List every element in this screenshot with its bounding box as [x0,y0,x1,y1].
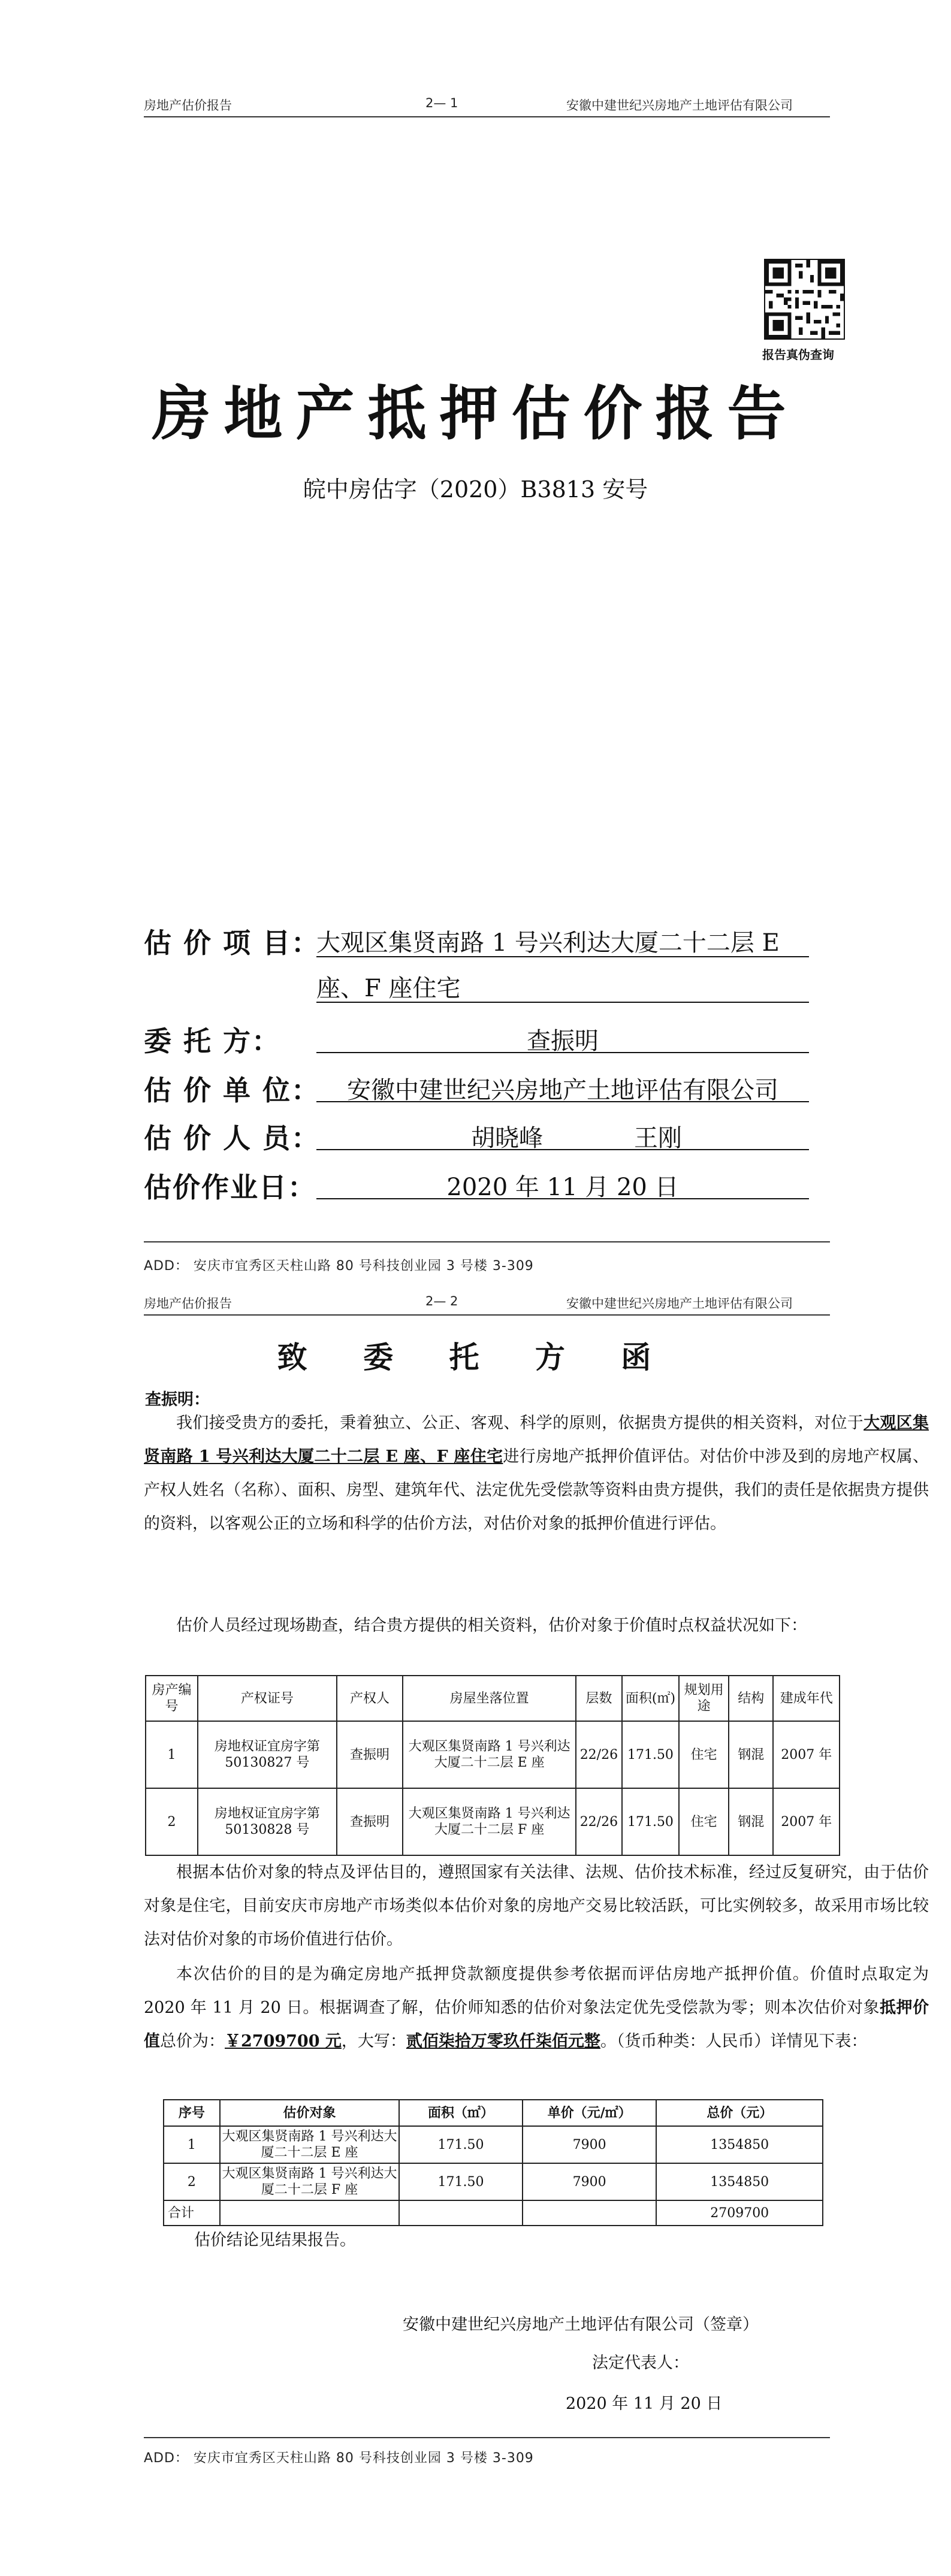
table-cell: 住宅 [679,1788,729,1855]
table-cell: 大观区集贤南路 1 号兴利达大厦二十二层 F 座 [220,2163,399,2200]
header-page-number: 2— 2 [425,1294,458,1308]
letter-title: 致 委 托 方 函 [277,1340,674,1375]
footer-rule [144,1241,830,1242]
table-cell: 1 [164,2126,220,2163]
header-page-number: 2— 1 [425,96,458,110]
paragraph-1 [144,1407,929,1541]
table-cell: 2 [164,2163,220,2200]
paragraph-4-part-a: 本次估价的目的是为确定房地产抵押贷款额度提供参考依据而评估房地产抵押价值。价值时点取定为 2020 年 11 月 20 日。根据调查了解，估价师知悉的估价对象法定优先受偿款为零；则本次估价对象 [144,1965,929,2017]
table-cell: 1354850 [656,2163,823,2200]
table-cell: 171.50 [399,2126,523,2163]
table-header: 房产编号 [146,1676,198,1721]
table-cell: 房地权证宜房字第 50130827 号 [198,1721,337,1788]
table-header: 层数 [576,1676,621,1721]
table-header: 房屋坐落位置 [403,1676,576,1721]
report-title: 房地产抵押估价报告 [152,379,799,448]
footer-address: ADD： 安庆市宜秀区天柱山路 80 号科技创业园 3 号楼 3-309 [144,1259,534,1274]
date-label: 估价作业日： [144,1171,316,1204]
mortgage-value-label: 抵押价值 [144,1998,929,2051]
header-right: 安徽中建世纪兴房地产土地评估有限公司 [566,1296,793,1311]
header-left: 房地产估价报告 [144,1296,232,1311]
table-header: 总价（元） [656,2100,823,2126]
appraiser-org-label: 估 价 单 位： [144,1074,321,1106]
table-cell [399,2200,523,2226]
header-right: 安徽中建世纪兴房地产土地评估有限公司 [566,98,793,113]
table-cell: 查振明 [337,1788,403,1855]
table-cell: 查振明 [337,1721,403,1788]
table-row [164,2163,823,2200]
qr-caption: 报告真伪查询 [762,347,834,362]
header-rule [144,116,830,117]
client-label: 委 托 方： [144,1025,281,1057]
paragraph-5: 估价结论见结果报告。 [194,2231,356,2250]
table-cell: 7900 [523,2163,657,2200]
table-header: 产权证号 [198,1676,337,1721]
table-header: 规划用途 [679,1676,729,1721]
table-header: 面积（㎡） [399,2100,523,2126]
table-cell: 171.50 [399,2163,523,2200]
table-row [164,2126,823,2163]
appraisers-label: 估 价 人 员： [144,1122,321,1154]
project-underline-2 [316,1002,809,1003]
table-row [146,1788,840,1855]
total-label: 合计 [164,2200,220,2226]
table-header: 建成年代 [773,1676,840,1721]
table-cell: 钢混 [729,1788,773,1855]
table-cell: 大观区集贤南路 1 号兴利达大厦二十二层 E 座 [403,1721,576,1788]
footer-rule [144,2437,830,2438]
date-underline [316,1198,809,1199]
table-header: 单价（元/㎡） [523,2100,657,2126]
table-cell: 房地权证宜房字第 50130828 号 [198,1788,337,1855]
table-cell: 2007 年 [773,1721,840,1788]
footer-address: ADD： 安庆市宜秀区天柱山路 80 号科技创业园 3 号楼 3-309 [144,2451,534,2466]
client-underline [316,1052,809,1053]
property-address-emphasis: 大观区集贤南路 1 号兴利达大厦二十二层 E 座、F 座住宅 [144,1414,929,1466]
table-cell: 住宅 [679,1721,729,1788]
paragraph-1-part-a: 我们接受贵方的委托，秉着独立、公正、客观、科学的原则，依据贵方提供的相关资料，对位于 [176,1414,864,1432]
valuation-table [163,2099,823,2226]
qr-code[interactable] [764,259,845,340]
project-label: 估 价 项 目： [144,927,321,959]
signature-org: 安徽中建世纪兴房地产土地评估有限公司（签章） [403,2315,759,2334]
total-value-figures: ￥2709700 元 [225,2032,342,2051]
table-cell: 7900 [523,2126,657,2163]
appraiser-2: 王刚 [634,1124,682,1152]
appraisers-underline [316,1149,809,1150]
table-cell: 171.50 [622,1788,680,1855]
project-underline-1 [316,956,809,957]
date-value: 2020 年 11 月 20 日 [446,1174,679,1201]
paragraph-3: 根据本估价对象的特点及评估目的，遵照国家有关法律、法规、估价技术标准，经过反复研究，由于估价对象是住宅，目前安庆市房地产市场类似本估价对象的房地产交易比较活跃，可比实例较多，故采用市场比较法对估价对象的市场价值进行估价。 [144,1863,929,1949]
table-row [146,1721,840,1788]
table-header: 估价对象 [220,2100,399,2126]
appraiser-1: 胡晓峰 [471,1124,543,1152]
paragraph-1-part-c: 进行房地产抵押价值评估。对估价中涉及到的房地产权属、产权人姓名（名称）、面积、房型、建筑年代、法定优先受偿款等资料由贵方提供，我们的责任是依据贵方提供的资料，以客观公正的立场和科学的估价方法，对估价对象的抵押价值进行评估。 [144,1447,929,1533]
table-cell: 1354850 [656,2126,823,2163]
table-total-row [164,2200,823,2226]
table-cell: 2007 年 [773,1788,840,1855]
table-cell: 大观区集贤南路 1 号兴利达大厦二十二层 F 座 [403,1788,576,1855]
salutation: 查振明： [145,1390,210,1409]
table-cell: 钢混 [729,1721,773,1788]
report-number: 皖中房估字（2020）B3813 安号 [303,476,648,503]
property-table [145,1675,840,1856]
table-header: 结构 [729,1676,773,1721]
table-header: 产权人 [337,1676,403,1721]
project-value-line1: 大观区集贤南路 1 号兴利达大厦二十二层 E [316,929,780,957]
table-cell: 2 [146,1788,198,1855]
table-header-row [164,2100,823,2126]
paragraph-2: 估价人员经过现场勘查，结合贵方提供的相关资料，估价对象于价值时点权益状况如下： [176,1616,807,1635]
project-value-line2: 座、F 座住宅 [316,975,461,1002]
paragraph-4-part-g: 。（货币种类：人民币）详情见下表： [600,2032,868,2051]
client-value: 查振明 [527,1027,599,1055]
table-cell [220,2200,399,2226]
appraiser-org-value: 安徽中建世纪兴房地产土地评估有限公司 [347,1077,778,1104]
signature-date: 2020 年 11 月 20 日 [566,2394,723,2413]
table-cell: 22/26 [576,1788,621,1855]
table-cell: 大观区集贤南路 1 号兴利达大厦二十二层 E 座 [220,2126,399,2163]
total-value: 2709700 [656,2200,823,2226]
header-rule [144,1314,830,1316]
table-header-row [146,1676,840,1721]
paragraph-4-part-e: ，大写： [341,2032,406,2051]
table-cell: 22/26 [576,1721,621,1788]
table-cell: 1 [146,1721,198,1788]
paragraph-4-part-c: 总价为： [160,2032,225,2051]
table-cell [523,2200,657,2226]
paragraph-4 [144,1958,929,2058]
total-value-words: 贰佰柒拾万零玖仟柒佰元整 [406,2032,600,2051]
appraiser-org-underline [316,1101,809,1102]
table-header: 面积(㎡) [622,1676,680,1721]
signature-representative: 法定代表人： [592,2354,689,2372]
table-cell: 171.50 [622,1721,680,1788]
table-header: 序号 [164,2100,220,2126]
header-left: 房地产估价报告 [144,98,232,113]
